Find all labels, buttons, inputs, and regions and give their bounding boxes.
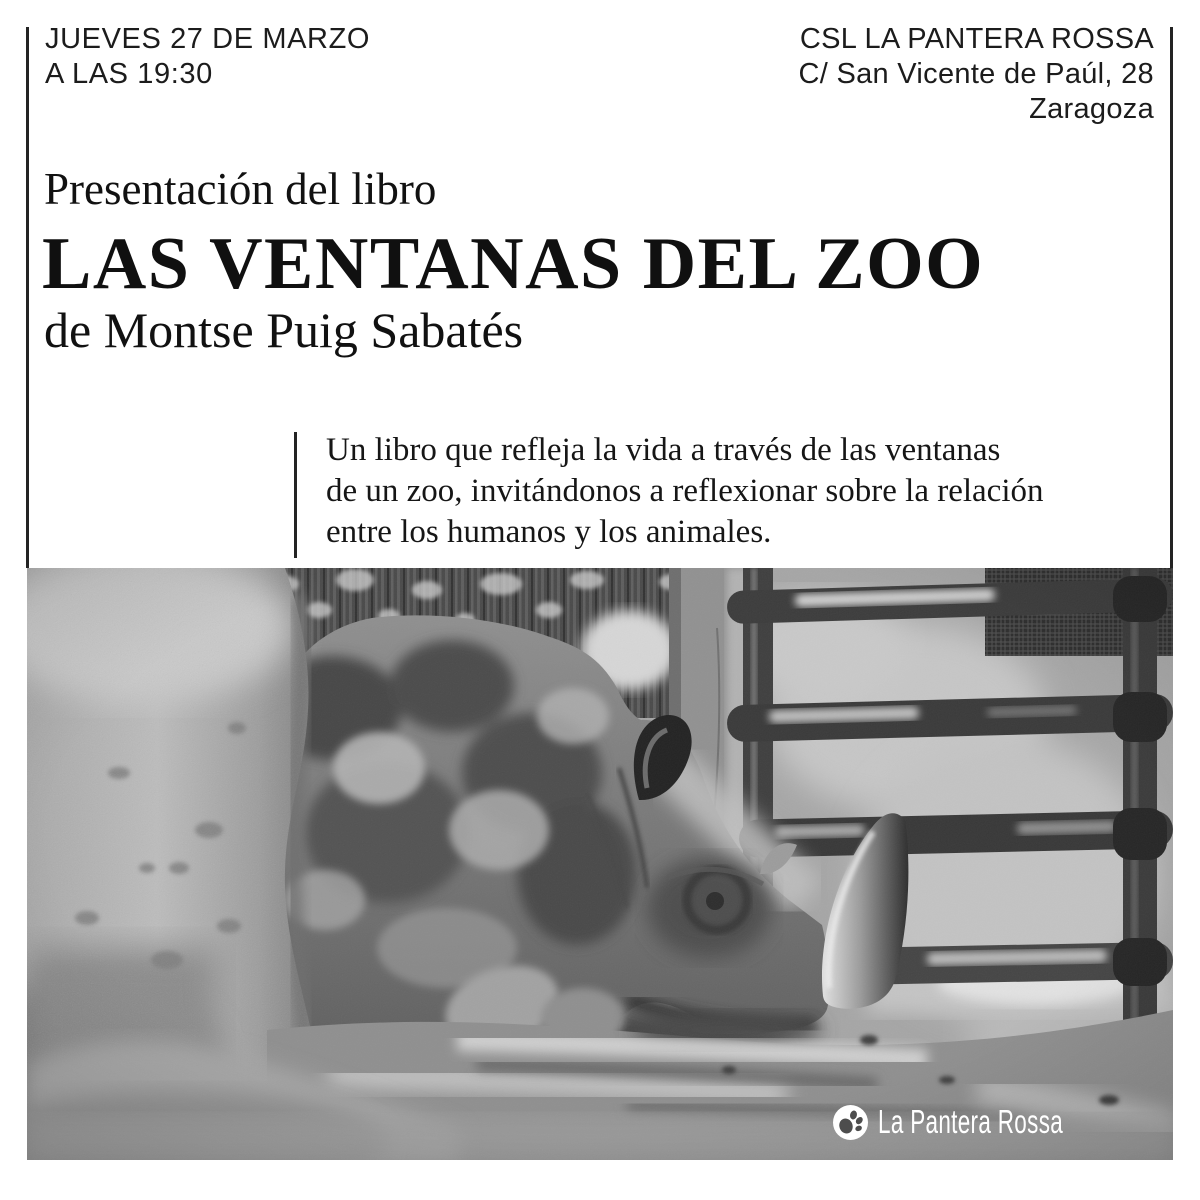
rhino-photo <box>27 568 1173 1160</box>
event-venue <box>798 22 1154 127</box>
kicker: Presentación del libro <box>44 164 437 214</box>
description-line: entre los humanos y los animales. <box>326 514 772 550</box>
la-pantera-rossa-logo <box>833 1103 1150 1141</box>
venue-city: Zaragoza <box>1029 93 1154 125</box>
book-title: LAS VENTANAS DEL ZOO <box>42 223 985 305</box>
logo-text: La Pantera Rossa <box>877 1103 1063 1140</box>
paw-icon <box>833 1105 868 1140</box>
event-datetime <box>45 22 370 92</box>
event-time: A LAS 19:30 <box>45 58 213 90</box>
venue-address: C/ San Vicente de Paúl, 28 <box>798 58 1154 90</box>
frame-right-bar <box>1170 27 1173 568</box>
description-rule <box>294 432 297 558</box>
book-author: de Montse Puig Sabatés <box>44 302 524 358</box>
description-line: Un libro que refleja la vida a través de las ventanas <box>326 432 1001 468</box>
frame-left-bar <box>26 27 29 568</box>
event-date: JUEVES 27 DE MARZO <box>45 23 371 55</box>
venue-name: CSL LA PANTERA ROSSA <box>799 23 1154 55</box>
book-description <box>326 430 1044 553</box>
rhino-photo-illustration <box>27 568 1173 1160</box>
description-line: de un zoo, invitándonos a reflexionar sobre la relación <box>326 473 1044 509</box>
